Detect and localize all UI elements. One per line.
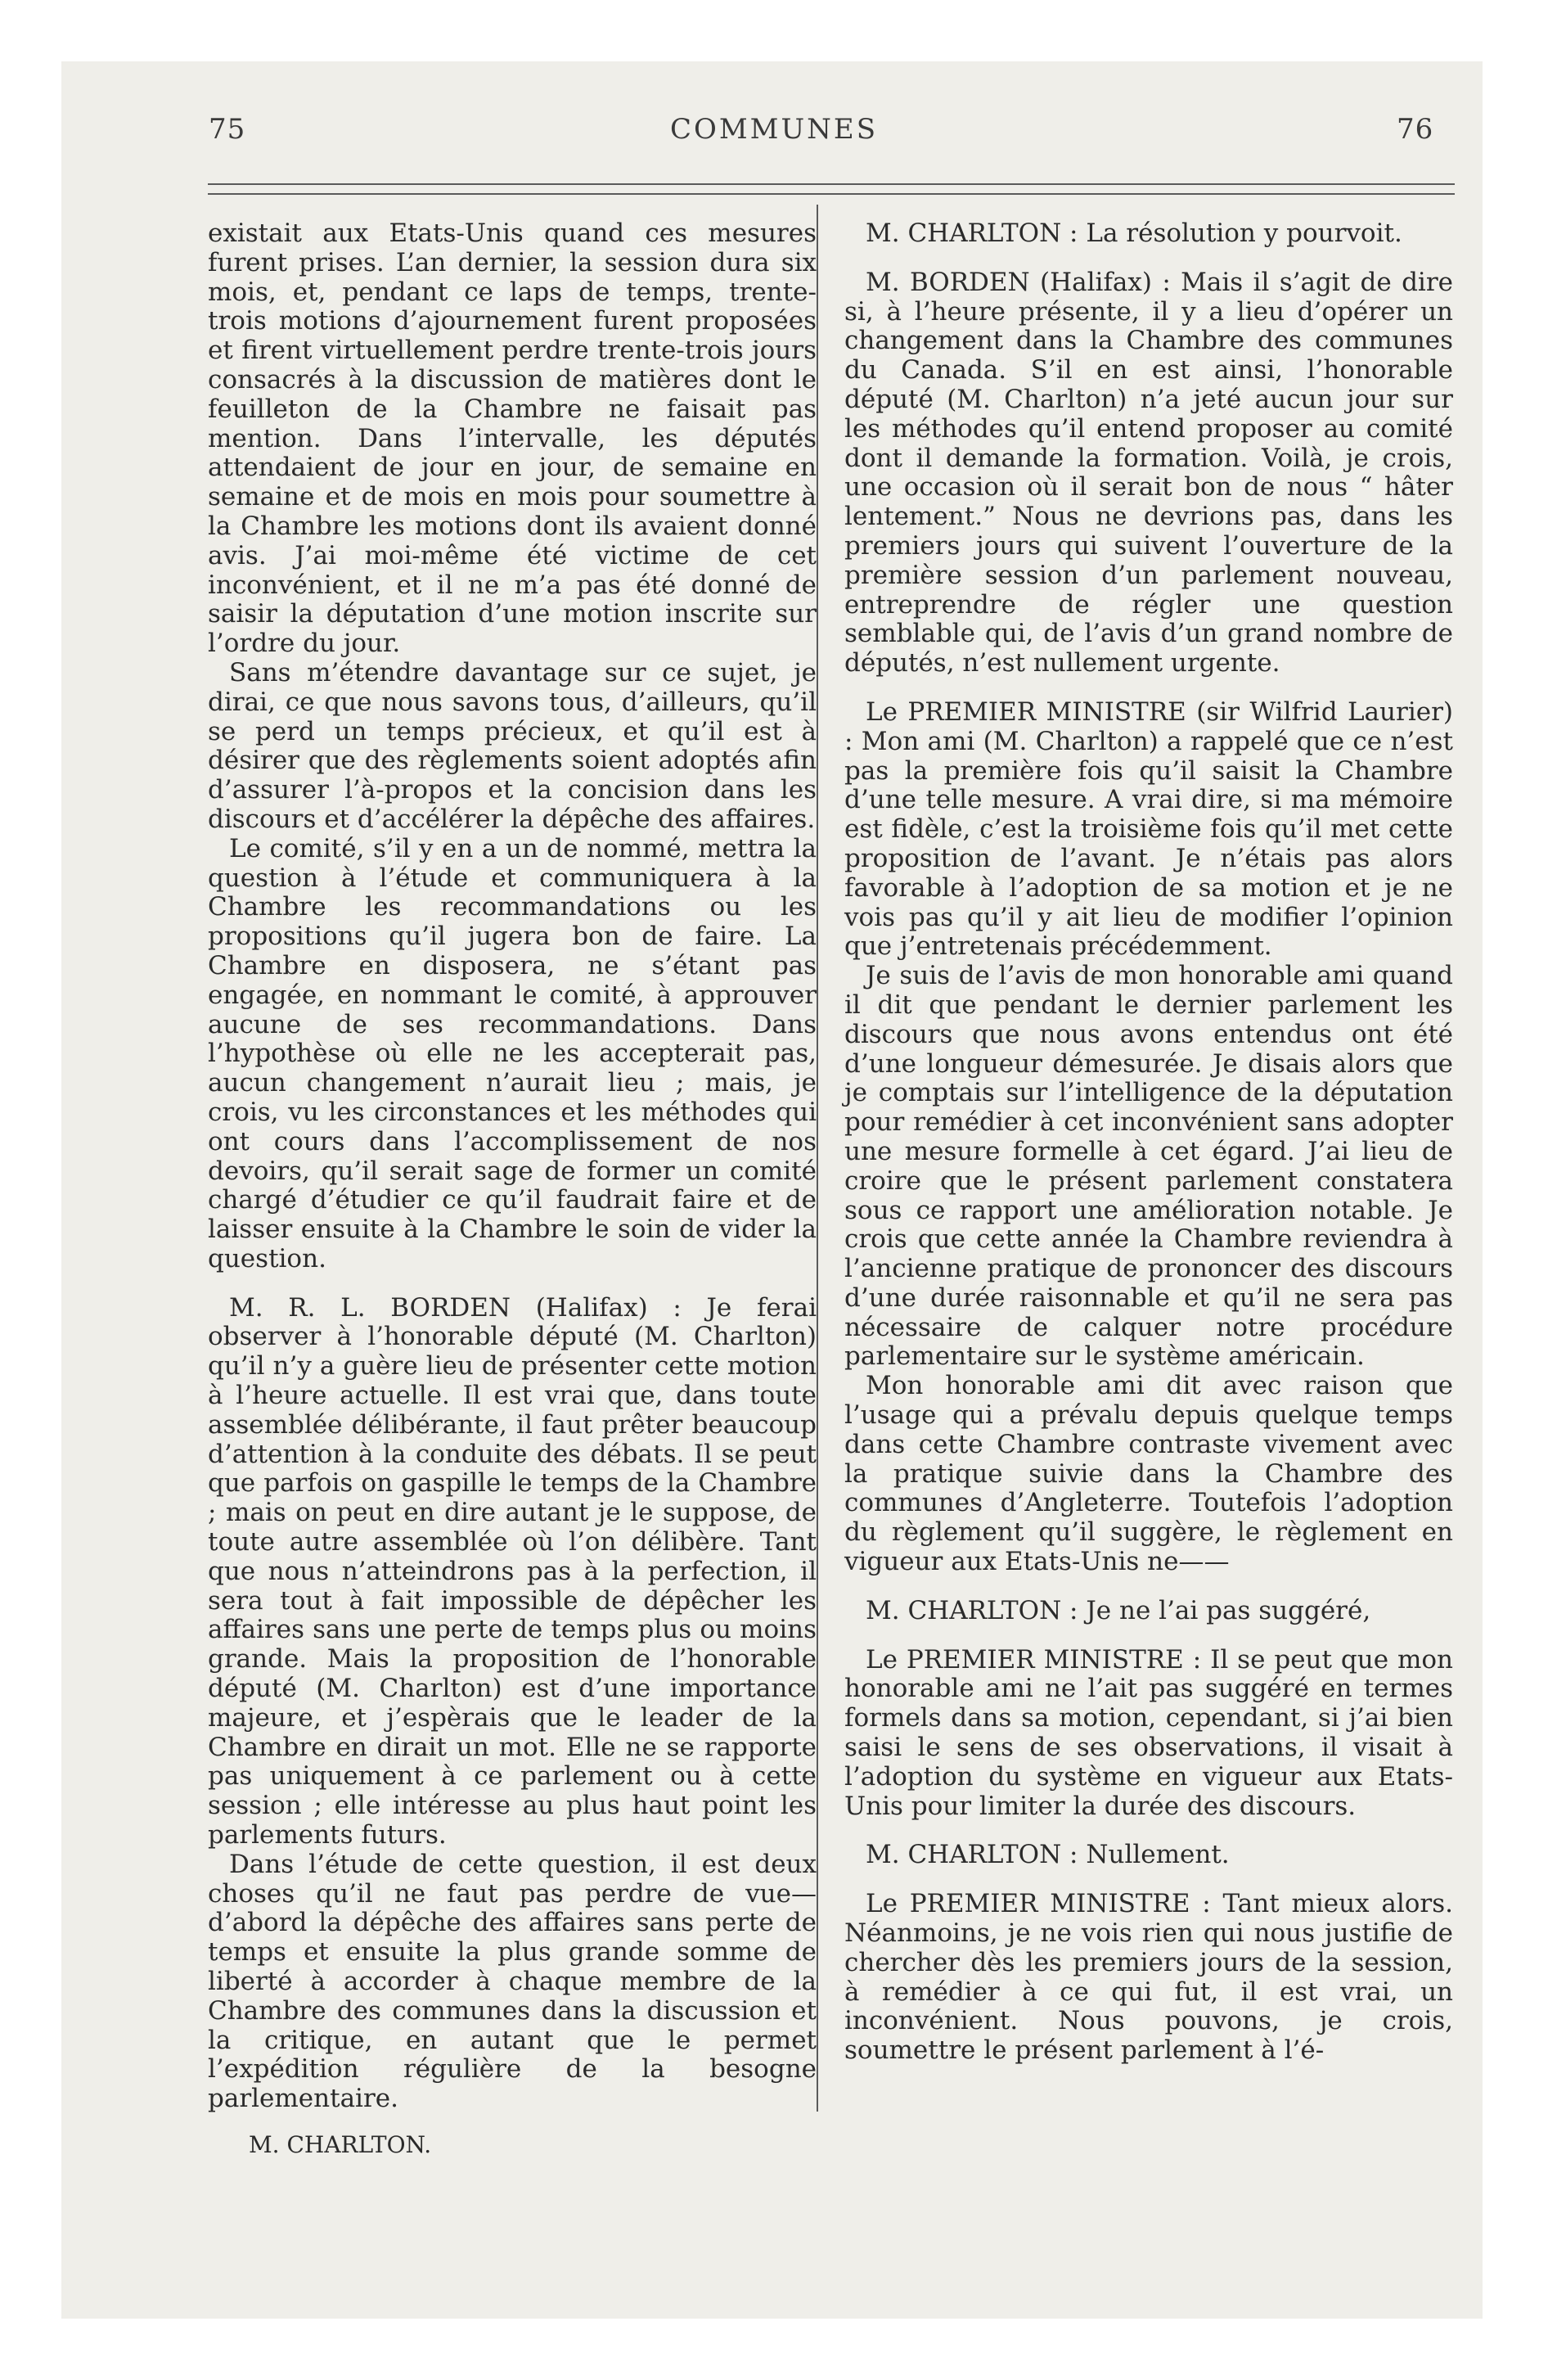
speech-charlton: M. CHARLTON : La résolution y pourvoit.	[866, 219, 1402, 248]
speech-borden: M. R. L. BORDEN (Halifax) : Je ferai observer à l’honorable député (M. Charlton) qu’il n’y a guère lieu de présenter cette motion à l’heure actuelle. Il est vrai que, dans toute assemblée délibérante, il faut prêter beaucoup d’attention à la conduite des débats. Il se peut que parfois on gaspille le temps de la Chambre ; mais on peut en dire autant je le suppose, de toute autre assemblée où l’on délibère. Tant que nous n’atteindrons pas à la perfection, il sera tout à fait impossible de dépêcher les affaires sans une perte de temps plus ou moins grande. Mais la proposition de l’honorable député (M. Charlton) est d’une importance majeure, et j’espèrais que le leader de la Chambre en dirait un mot. Elle ne se rapporte pas uniquement à ce parlement ou à cette session ; elle intéresse au plus haut point les parlements futurs.	[208, 1292, 817, 1850]
speech-premier-ministre: Le PREMIER MINISTRE : Il se peut que mon honorable ami ne l’ait pas suggéré en termes formels dans sa motion, cependant, si j’ai bien saisi le sens de ses observations, il visait à l’adoption du système en vigueur aux Etats-Unis pour limiter la durée des discours.	[844, 1644, 1453, 1821]
speech-charlton: M. CHARLTON : Nullement.	[866, 1840, 1230, 1870]
paragraph: Sans m’étendre davantage sur ce sujet, je dirai, ce que nous savons tous, d’ailleurs, qu’il se perd un temps précieux, et qu’il est à désirer que des règlements soient adoptés afin d’assurer l’à-propos et la concision dans les discours et d’accélérer la dépêche des affaires.	[208, 657, 817, 834]
speech-premier-ministre: Le PREMIER MINISTRE (sir Wilfrid Laurier) : Mon ami (M. Charlton) a rappelé que ce n’est pas la première fois qu’il saisit la Chambre d’une telle mesure. A vrai dire, si ma mémoire est fidèle, c’est la troisième fois qu’il met cette proposition de l’avant. Je n’étais pas alors favorable à l’adoption de sa motion et je ne vois pas qu’il y ait lieu de modifier l’opinion que j’entretenais précédemment.	[844, 696, 1453, 962]
header-rule-top	[208, 183, 1455, 185]
left-column	[208, 219, 817, 2160]
paragraph: Dans l’étude de cette question, il est deux choses qu’il ne faut pas perdre de vue—d’abord la dépêche des affaires sans perte de temps et ensuite la plus grande somme de liberté à accorder à chaque membre de la Chambre des communes dans la discussion et la critique, en autant que le permet l’expédition régulière de la besogne parlementaire.	[208, 1849, 817, 2114]
page-number-right: 76	[1397, 113, 1434, 146]
paragraph: Mon honorable ami dit avec raison que l’usage qui a prévalu depuis quelque temps dans cette Chambre contraste vivement avec la pratique suivie dans la Chambre des communes d’Angleterre. Toutefois l’adoption du règlement qu’il suggère, le règlement en vigueur aux Etats-Unis ne——	[844, 1371, 1453, 1577]
speaker-footer: M. CHARLTON.	[249, 2131, 432, 2158]
header-rule-bottom	[208, 193, 1455, 195]
running-title: COMMUNES	[669, 113, 879, 146]
speech-charlton: M. CHARLTON : Je ne l’ai pas suggéré,	[866, 1595, 1371, 1625]
speech-borden: M. BORDEN (Halifax) : Mais il s’agit de dire si, à l’heure présente, il y a lieu d’opérer un changement dans la Chambre des communes du Canada. S’il en est ainsi, l’honorable député (M. Charlton) n’a jeté aucun jour sur les méthodes qu’il entend proposer au comité dont il demande la formation. Voilà, je crois, une occasion où il serait bon de nous “ hâter lentement.” Nous ne devrions pas, dans les premiers jours qui suivent l’ouverture de la première session d’un parlement nouveau, entreprendre de régler une question semblable qui, de l’avis d’un grand nombre de députés, n’est nullement urgente.	[844, 267, 1453, 678]
paragraph: existait aux Etats-Unis quand ces mesures furent prises. L’an dernier, la session dura six mois, et, pendant ce laps de temps, trente-trois motions d’ajournement furent proposées et firent virtuellement perdre trente-trois jours consacrés à la discussion de matières dont le feuilleton de la Chambre ne faisait pas mention. Dans l’intervalle, les députés attendaient de jour en jour, de semaine en semaine et de mois en mois pour soumettre à la Chambre les motions dont ils avaient donné avis. J’ai moi-même été victime de cet inconvénient, et il ne m’a pas été donné de saisir la députation d’une motion inscrite sur l’ordre du jour.	[208, 219, 817, 659]
speech-premier-ministre: Le PREMIER MINISTRE : Tant mieux alors. Néanmoins, je ne vois rien qui nous justifie de chercher dès les premiers jours de la session, à remédier à ce qui fut, il est vrai, un inconvénient. Nous pouvons, je crois, soumettre le présent parlement à l’é-	[844, 1889, 1453, 2066]
paragraph: Je suis de l’avis de mon honorable ami quand il dit que pendant le dernier parlement les discours que nous avons entendus ont été d’une longueur démesurée. Je disais alors que je comptais sur l’intelligence de la députation pour remédier à cet inconvénient sans adopter une mesure formelle à cet égard. J’ai lieu de croire que le présent parlement constatera sous ce rapport une amélioration notable. Je crois que cette année la Chambre reviendra à l’ancienne pratique de prononcer des discours d’une durée raisonnable et qu’il ne sera pas nécessaire de calquer notre procédure parlementaire sur le système américain.	[844, 961, 1453, 1372]
page-number-left: 75	[209, 113, 246, 146]
right-column	[844, 219, 1453, 2066]
paragraph: Le comité, s’il y en a un de nommé, mettra la question à l’étude et communiquera à la Chambre les recommandations ou les propositions qu’il jugera bon de faire. La Chambre en disposera, ne s’étant pas engagée, en nommant le comité, à approuver aucune de ses recommandations. Dans l’hypothèse où elle ne les accepterait pas, aucun changement n’aurait lieu ; mais, je crois, vu les circonstances et les méthodes qui ont cours dans l’accomplissement de nos devoirs, qu’il serait sage de former un comité chargé d’étudier ce qu’il faudrait faire et de laisser ensuite à la Chambre le soin de vider la question.	[208, 833, 817, 1273]
column-divider	[817, 205, 818, 2112]
